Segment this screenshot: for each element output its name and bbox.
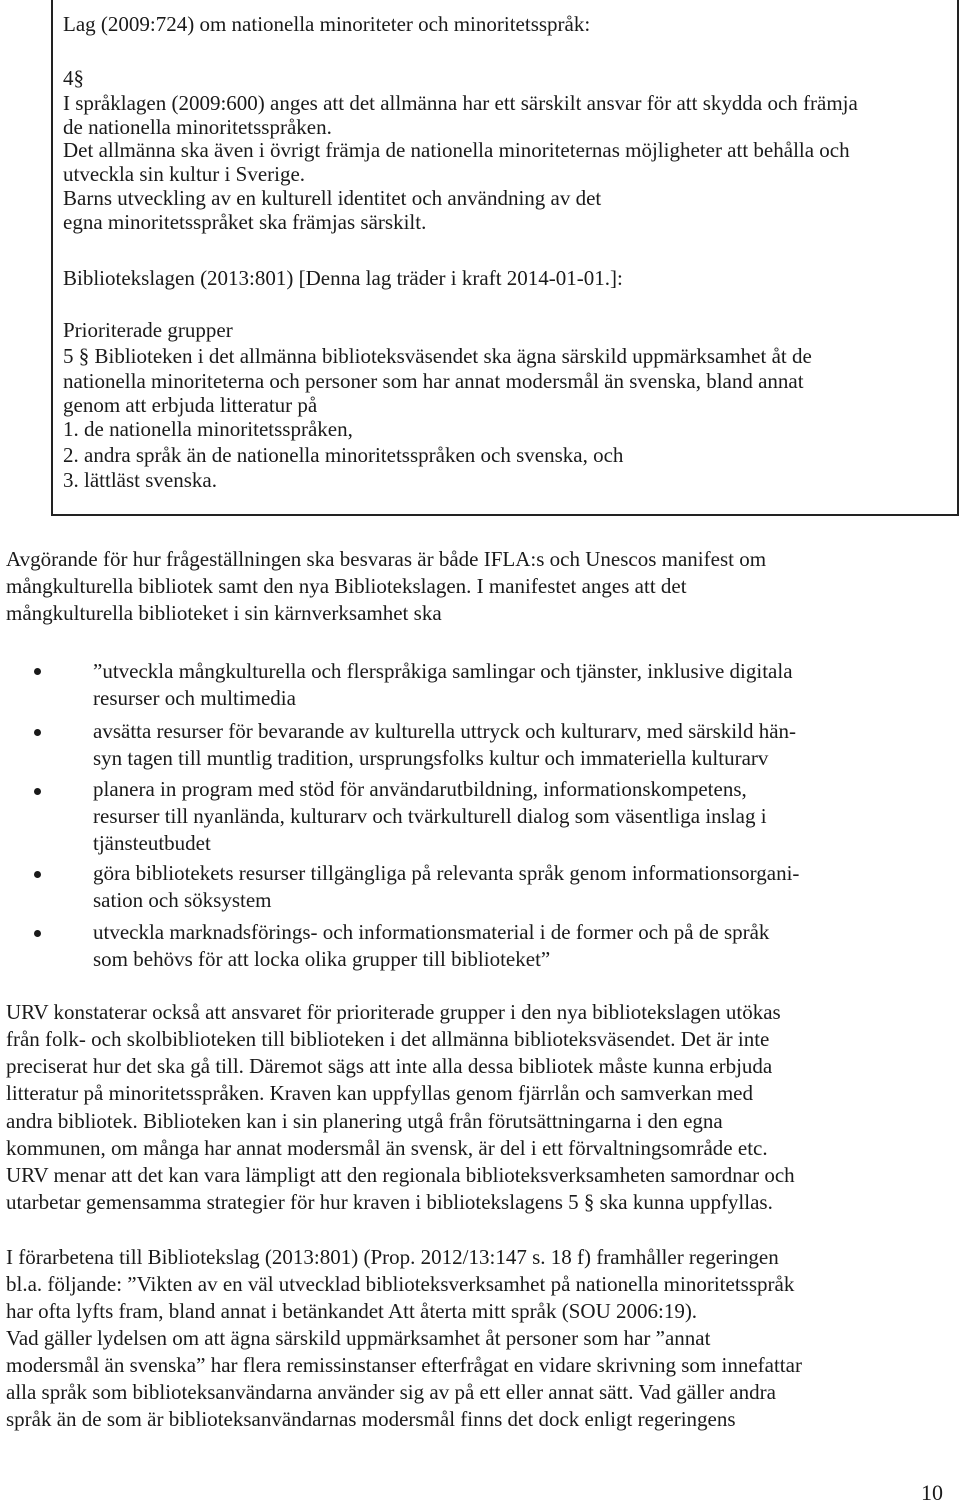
bullet-item-line: sation och söksystem <box>93 888 272 912</box>
section5-list-item: 2. andra språk än de nationella minoritetsspråken och svenska, och <box>63 443 624 467</box>
prop-paragraph-line: modersmål än svenska” har flera remissinstanser efterfrågat en vidare skrivning som innefattar <box>6 1353 802 1377</box>
library-law-heading: Bibliotekslagen (2013:801) [Denna lag träder i kraft 2014-01-01.]: <box>63 266 623 290</box>
urv-paragraph-line: preciserat hur det ska gå till. Däremot sägs att inte alla dessa bibliotek måste kunna erbjuda <box>6 1054 773 1078</box>
prop-paragraph-line: har ofta lyfts fram, bland annat i betänkandet Att återta mitt språk (SOU 2006:19). <box>6 1299 698 1323</box>
law-text-line: Det allmänna ska även i övrigt främja de nationella minoriteternas möjligheter att behålla och <box>63 138 850 162</box>
bullet-icon <box>34 871 41 878</box>
bullet-item-line: göra bibliotekets resurser tillgängliga på relevanta språk genom informationsorgani- <box>93 861 800 885</box>
priority-heading: Prioriterade grupper <box>63 318 233 342</box>
bullet-item-line: utveckla marknadsförings- och informationsmaterial i de former och på de språk <box>93 920 770 944</box>
law-text-line: de nationella minoritetsspråken. <box>63 115 332 139</box>
page-number: 10 <box>921 1480 943 1505</box>
bullet-item-line: syn tagen till muntlig tradition, ursprungsfolks kultur och immateriella kulturarv <box>93 746 769 770</box>
intro-line: mångkulturella biblioteket i sin kärnverksamhet ska <box>6 601 442 625</box>
bullet-icon <box>34 930 41 937</box>
bullet-item-line: ”utveckla mångkulturella och flerspråkiga samlingar och tjänster, inklusive digitala <box>93 659 793 683</box>
prop-paragraph-line: alla språk som biblioteksanvändarna använder sig av på ett eller annat sätt. Vad gäller andra <box>6 1380 776 1404</box>
prop-paragraph-line: I förarbetena till Bibliotekslag (2013:801) (Prop. 2012/13:147 s. 18 f) framhåller regeringen <box>6 1245 779 1269</box>
bullet-icon <box>34 668 41 675</box>
law-text-line: utveckla sin kultur i Sverige. <box>63 162 306 186</box>
law-text-line: egna minoritetsspråket ska främjas särskilt. <box>63 210 427 234</box>
urv-paragraph-line: kommunen, om många har annat modersmål än svensk, är del i ett förvaltningsområde etc. <box>6 1136 768 1160</box>
urv-paragraph-line: litteratur på minoritetsspråken. Kraven kan uppfyllas genom fjärrlån och samverkan med <box>6 1081 753 1105</box>
law-text-line: I språklagen (2009:600) anges att det allmänna har ett särskilt ansvar för att skydda och främja <box>63 91 858 115</box>
prop-paragraph-line: språk än de som är biblioteksanvändarnas modersmål finns det dock enligt regeringens <box>6 1407 736 1431</box>
section5-list-item: 1. de nationella minoritetsspråken, <box>63 417 353 441</box>
urv-paragraph-line: andra bibliotek. Biblioteken kan i sin planering utgå från förutsättningarna i den egna <box>6 1109 723 1133</box>
urv-paragraph-line: från folk- och skolbiblioteken till biblioteken i det allmänna biblioteksväsendet. Det är inte <box>6 1027 770 1051</box>
intro-line: mångkulturella bibliotek samt den nya Bibliotekslagen. I manifestet anges att det <box>6 574 687 598</box>
bullet-item-line: tjänsteutbudet <box>93 831 211 855</box>
urv-paragraph-line: URV menar att det kan vara lämpligt att den regionala biblioteksverksamheten samordnar och <box>6 1163 795 1187</box>
intro-line: Avgörande för hur frågeställningen ska besvaras är både IFLA:s och Unescos manifest om <box>6 547 767 571</box>
section5-line: 5 § Biblioteken i det allmänna biblioteksväsendet ska ägna särskild uppmärksamhet åt de <box>63 344 812 368</box>
law-heading: Lag (2009:724) om nationella minoriteter och minoritetsspråk: <box>63 12 591 36</box>
section-marker: 4§ <box>63 66 84 90</box>
bullet-item-line: som behövs för att locka olika grupper till biblioteket” <box>93 947 551 971</box>
bullet-item-line: planera in program med stöd för användarutbildning, informationskompetens, <box>93 777 747 801</box>
urv-paragraph-line: utarbetar gemensamma strategier för hur kraven i bibliotekslagens 5 § ska kunna uppfyllas. <box>6 1190 773 1214</box>
urv-paragraph-line: URV konstaterar också att ansvaret för prioriterade grupper i den nya bibliotekslagen utökas <box>6 1000 781 1024</box>
prop-paragraph-line: Vad gäller lydelsen om att ägna särskild uppmärksamhet åt personer som har ”annat <box>6 1326 711 1350</box>
section5-line: genom att erbjuda litteratur på <box>63 393 318 417</box>
bullet-item-line: resurser och multimedia <box>93 686 296 710</box>
bullet-icon <box>34 729 41 736</box>
section5-list-item: 3. lättläst svenska. <box>63 468 217 492</box>
bullet-item-line: resurser till nyanlända, kulturarv och tvärkulturell dialog som väsentliga inslag i <box>93 804 767 828</box>
law-text-line: Barns utveckling av en kulturell identitet och användning av det <box>63 186 602 210</box>
prop-paragraph-line: bl.a. följande: ”Vikten av en väl utvecklad biblioteksverksamhet på nationella minoritetsspråk <box>6 1272 795 1296</box>
bullet-icon <box>34 788 41 795</box>
section5-line: nationella minoriteterna och personer som har annat modersmål än svenska, bland annat <box>63 369 804 393</box>
bullet-item-line: avsätta resurser för bevarande av kulturella uttryck och kulturarv, med särskild hän- <box>93 719 797 743</box>
